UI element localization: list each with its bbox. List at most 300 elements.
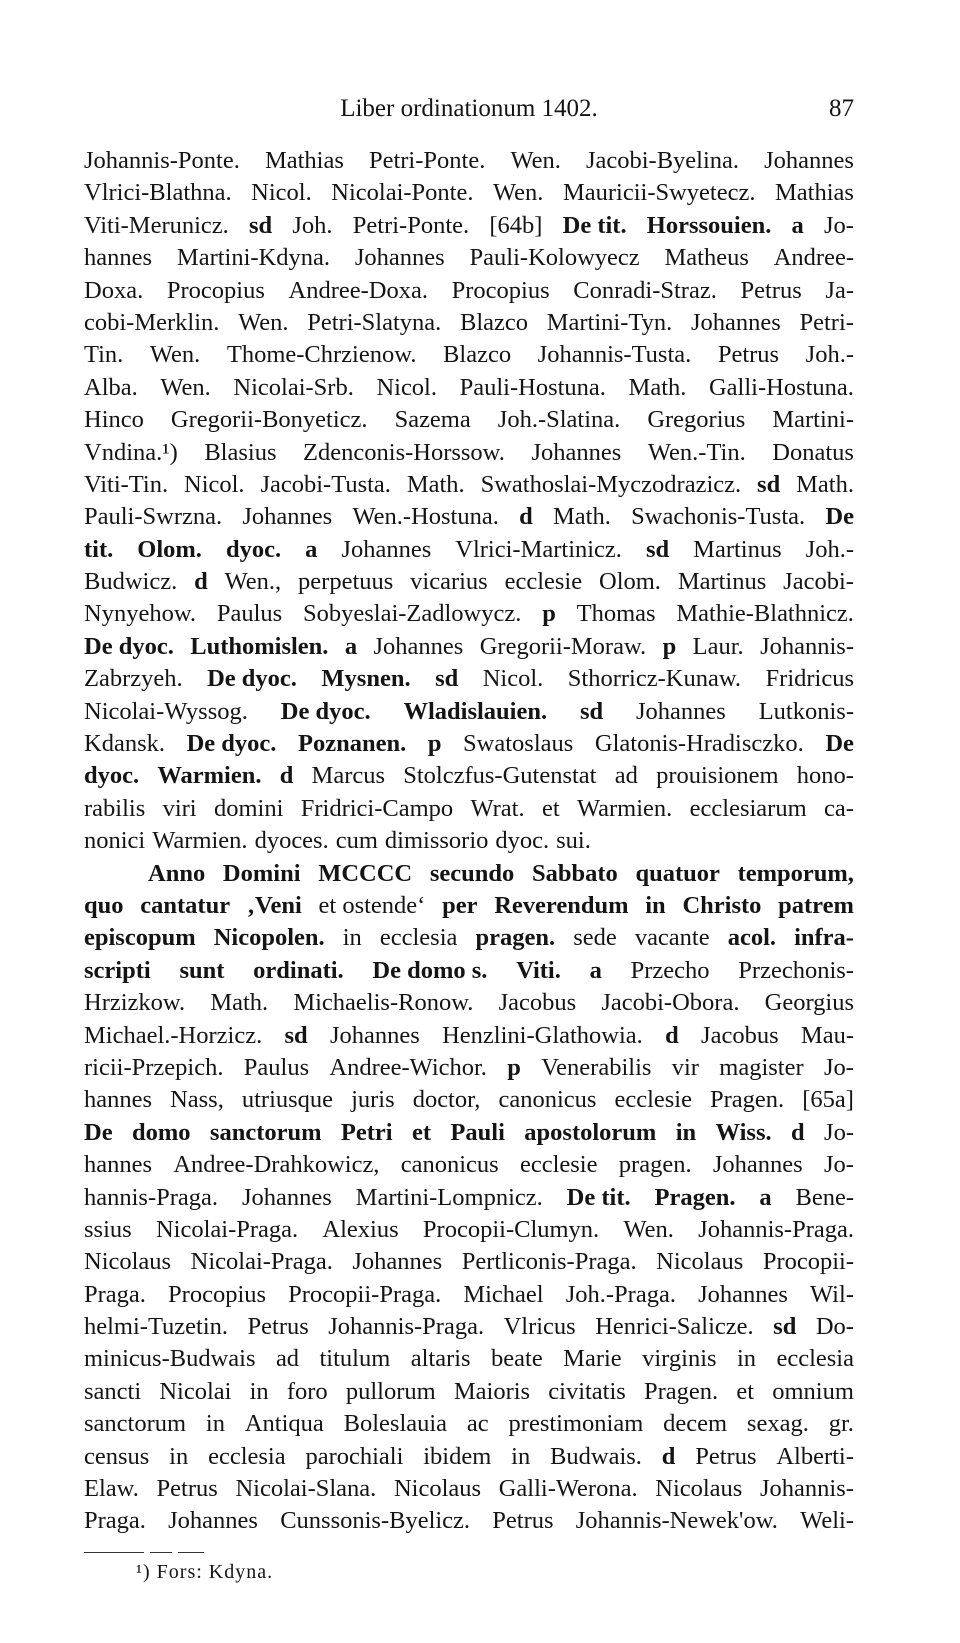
bold-rubric: pragen. <box>475 924 556 952</box>
text-line <box>84 1408 854 1440</box>
word: Nicolaus <box>656 1248 744 1276</box>
bold-rubric: De dyoc. <box>186 730 277 758</box>
word: Wen. <box>160 373 211 401</box>
text-line <box>84 1084 854 1116</box>
page-number: 87 <box>829 95 854 122</box>
word: census <box>84 1442 150 1470</box>
word: Wen. <box>238 308 289 336</box>
word: pragen. <box>618 1151 692 1179</box>
bold-rubric: Horssouien. <box>646 211 772 239</box>
word: viri <box>162 794 197 822</box>
word: Galli-Hostuna. <box>708 373 854 401</box>
bold-rubric: sd <box>757 470 781 498</box>
word: Swatoslaus <box>463 730 574 758</box>
word: Wen.-Tin. <box>647 438 746 466</box>
word: Martini-Tyn. <box>546 308 673 336</box>
text-line <box>84 501 854 533</box>
bold-rubric: Poznanen. <box>298 730 407 758</box>
word: rabilis <box>84 794 146 822</box>
text-line <box>84 469 854 501</box>
text-line <box>84 1117 854 1149</box>
bold-rubric: sd <box>284 1021 308 1049</box>
word: Laur. <box>692 632 744 660</box>
text-line <box>84 858 854 890</box>
word: foro <box>286 1377 328 1405</box>
word: Nicol. <box>251 179 312 207</box>
word: Weli- <box>800 1507 854 1535</box>
word: Joh.-Praga. <box>565 1280 676 1308</box>
word: Nicolaus <box>393 1475 482 1503</box>
text-line <box>84 1343 854 1375</box>
bold-rubric: cantatur <box>140 891 231 919</box>
word: Budwais. <box>550 1442 642 1470</box>
word: Martinus <box>677 568 767 596</box>
word: et ostende‘ <box>318 891 426 919</box>
word: pullorum <box>345 1377 436 1405</box>
word: Mathie-Blathnicz. <box>676 600 854 628</box>
text-line <box>84 534 854 566</box>
word: Michael <box>463 1280 544 1308</box>
word: Jacobi-Tusta. <box>260 470 391 498</box>
word: Petri-Ponte. <box>352 211 470 239</box>
word: Procopius <box>166 276 265 304</box>
word: Procopii- <box>762 1248 854 1276</box>
word: Petrus <box>717 341 780 369</box>
bold-rubric: Sabbato <box>531 859 618 887</box>
word: Nicolai-Slana. <box>235 1475 377 1503</box>
word: Nicol. <box>376 373 437 401</box>
bold-rubric: per <box>442 891 478 919</box>
word: Johannes <box>690 308 781 336</box>
word: Jo- <box>823 1053 854 1081</box>
word: Jo- <box>824 1118 854 1146</box>
word: ibidem <box>423 1442 492 1470</box>
word: ad <box>275 1345 300 1373</box>
word: helmi-Tuzetin. <box>84 1313 229 1341</box>
bold-rubric: De dyoc. <box>207 665 297 693</box>
page <box>84 95 854 1584</box>
word: Joh. <box>292 211 333 239</box>
word: Nicolai-Wyssog. <box>84 697 248 725</box>
bold-rubric: d <box>519 503 533 531</box>
bold-rubric: scripti <box>84 956 151 984</box>
word: Procopii-Clumyn. <box>422 1215 600 1243</box>
word: Martini-Lompnicz. <box>355 1183 543 1211</box>
word: Sthorricz-Kunaw. <box>567 665 742 693</box>
bold-rubric: quatuor <box>635 859 720 887</box>
word: Thomas <box>576 600 656 628</box>
word: Matheus <box>664 244 749 272</box>
word: Marie <box>563 1345 622 1373</box>
word: Jacobi- <box>783 568 854 596</box>
word: hono- <box>796 762 854 790</box>
bold-rubric: Wiss. <box>715 1118 772 1146</box>
text-line <box>84 1441 854 1473</box>
word: Wen. <box>623 1215 674 1243</box>
word: in <box>511 1442 531 1470</box>
word: Sobyeslai-Zadlowycz. <box>302 600 522 628</box>
word: Fridricus <box>765 665 854 693</box>
word: Ja- <box>825 276 854 304</box>
word: Venerabilis <box>541 1053 652 1081</box>
word: Joh.- <box>805 341 854 369</box>
word: Johannes <box>341 535 432 563</box>
word: ecclesie <box>504 568 583 596</box>
word: Wen. <box>149 341 201 369</box>
word: in <box>249 1377 269 1405</box>
word: Warmien. <box>152 827 248 855</box>
word: Nicolai-Praga. <box>155 1215 299 1243</box>
word: Jacobi-Byelina. <box>585 147 740 174</box>
word: in <box>342 924 362 952</box>
word: Blazco <box>443 341 512 369</box>
text-line <box>84 1052 854 1084</box>
text-line <box>84 987 854 1019</box>
bold-rubric: Christo <box>682 891 762 919</box>
word: [64b] <box>489 211 543 239</box>
bold-rubric: De <box>84 1118 113 1146</box>
word: Nass, <box>170 1086 224 1114</box>
bold-rubric: Warmien. <box>157 762 262 790</box>
word: Bene- <box>795 1183 854 1211</box>
word: Martinus <box>693 535 782 563</box>
word: Math. <box>210 989 269 1017</box>
bold-rubric: d <box>194 568 208 596</box>
text-line <box>84 275 854 307</box>
word: Elaw. <box>84 1475 139 1503</box>
word: Math. <box>553 503 611 531</box>
word: Gregorii-Moraw. <box>479 632 647 660</box>
bold-rubric: De dyoc. <box>84 632 174 660</box>
bold-rubric: Olom. <box>137 535 202 563</box>
bold-rubric: a <box>791 211 804 239</box>
word: Nicol. <box>482 665 544 693</box>
word: Donatus <box>772 438 854 466</box>
word: ecclesie <box>614 1086 692 1114</box>
word: Nicolai-Praga. <box>190 1248 333 1276</box>
text-line <box>84 566 854 598</box>
word: canonicus <box>400 1151 499 1179</box>
word: Zabrzyeh. <box>84 665 183 693</box>
word: Praga. <box>84 1280 146 1308</box>
word: hannes <box>84 244 153 272</box>
word: nonici <box>84 827 146 855</box>
bold-rubric: quo <box>84 891 124 919</box>
text-line <box>84 1149 854 1181</box>
bold-rubric: p <box>662 632 677 660</box>
word: Wen. <box>510 147 561 174</box>
word: Warmien. <box>576 794 673 822</box>
bold-rubric: De <box>825 503 854 531</box>
word: Nicol. <box>184 470 245 498</box>
text-line <box>84 1473 854 1505</box>
word: Johannis-Ponte. <box>84 147 240 174</box>
word: Joh.- <box>805 535 854 563</box>
word: Pragen. <box>644 1377 719 1405</box>
bold-rubric: p <box>542 600 556 628</box>
word: dyoc. <box>495 827 550 855</box>
word: sanctorum <box>84 1410 187 1438</box>
text-line <box>84 210 854 242</box>
footnote: ¹) Fors: Kdyna. <box>136 1560 274 1583</box>
running-header <box>84 95 854 135</box>
word: perpetuus <box>298 568 394 596</box>
text-line <box>84 404 854 436</box>
bold-rubric: De <box>825 730 854 758</box>
word: Zdenconis-Horssow. <box>303 438 505 466</box>
word: Johannes <box>531 438 622 466</box>
bold-rubric: De domo s. <box>372 956 488 984</box>
word: prestimoniam <box>508 1410 644 1438</box>
word: domini <box>213 794 284 822</box>
word: hannes <box>84 1086 153 1114</box>
word: Nicolai-Srb. <box>233 373 354 401</box>
word: Johannes <box>242 503 333 531</box>
text-line <box>84 1214 854 1246</box>
word: hannes <box>84 1151 153 1179</box>
bold-rubric: infra- <box>794 924 854 952</box>
bold-rubric: d <box>665 1021 679 1049</box>
text-line <box>84 1182 854 1214</box>
word: Math. <box>406 470 465 498</box>
word: Galli-Werona. <box>498 1475 638 1503</box>
text-line <box>84 1020 854 1052</box>
word: Johannes <box>241 1183 332 1211</box>
word: Thome-Chrzienow. <box>226 341 417 369</box>
word: Vlricus <box>503 1313 576 1341</box>
page-body-text <box>84 145 854 1538</box>
bold-rubric: Anno <box>148 859 206 887</box>
word: Sazema <box>394 406 471 434</box>
bold-rubric: sd <box>645 535 670 563</box>
word: doctor, <box>412 1086 481 1114</box>
text-line <box>84 1246 854 1278</box>
word: Viti-Merunicz. <box>84 211 229 239</box>
word: sexag. <box>746 1410 809 1438</box>
word: Johannes <box>636 697 726 725</box>
text-line <box>84 339 854 371</box>
word: ecclesiarum <box>689 794 807 822</box>
bold-rubric: Luthomislen. <box>190 632 329 660</box>
word: sede <box>573 924 617 952</box>
word: dyoces. <box>254 827 329 855</box>
text-line <box>84 242 854 274</box>
text-line <box>84 631 854 663</box>
word: Conradi-Straz. <box>573 276 717 304</box>
bold-rubric: De dyoc. <box>280 697 371 725</box>
bold-rubric: a <box>344 632 358 660</box>
word: Doxa. <box>84 276 144 304</box>
bold-rubric: et <box>411 1118 432 1146</box>
word: Alberti- <box>776 1442 854 1470</box>
word: [65a] <box>802 1086 854 1114</box>
word: Nynyehow. <box>84 600 197 628</box>
text-line <box>84 372 854 404</box>
word: Paulus <box>216 600 283 628</box>
word: Przechonis- <box>738 956 854 984</box>
word: prouisionem <box>656 762 779 790</box>
word: sui. <box>556 827 591 855</box>
bold-rubric: dyoc. <box>84 762 140 790</box>
word: ecclesia <box>379 924 458 952</box>
word: Johannes <box>373 632 464 660</box>
word: parochiali <box>305 1442 404 1470</box>
word: dimissorio <box>384 827 489 855</box>
word: hannis-Praga. <box>84 1183 219 1211</box>
text-line <box>84 598 854 630</box>
word: Andree- <box>773 244 854 272</box>
word: Gregorii-Bonyeticz. <box>170 406 368 434</box>
bold-rubric: temporum, <box>737 859 854 887</box>
word: Alexius <box>322 1215 399 1243</box>
bold-rubric: Pauli <box>450 1118 505 1146</box>
word: civitatis <box>548 1377 626 1405</box>
word: Boleslauia <box>343 1410 448 1438</box>
word: Johannes <box>354 244 445 272</box>
text-line <box>84 760 854 792</box>
bold-rubric: ordinati. <box>253 956 344 984</box>
word: Cunssonis-Byelicz. <box>280 1507 471 1535</box>
bold-rubric: sunt <box>179 956 225 984</box>
word: Kdansk. <box>84 730 165 758</box>
word: et <box>541 794 560 822</box>
word: Jacobi-Obora. <box>601 989 740 1017</box>
word: ecclesie <box>519 1151 598 1179</box>
word: Lutkonis- <box>758 697 854 725</box>
word: Viti-Tin. <box>84 470 169 498</box>
word: Petrus <box>695 1442 757 1470</box>
word: Nicolai-Ponte. <box>331 179 474 207</box>
word: Nicolaus <box>84 1248 172 1276</box>
word: Nicolai <box>159 1377 232 1405</box>
word: Johannis-Praga. <box>328 1313 485 1341</box>
bold-rubric: MCCCC <box>318 859 413 887</box>
word: Michaelis-Ronow. <box>293 989 474 1017</box>
word: Pauli-Kolowyecz <box>469 244 640 272</box>
word: Johannis-Tusta. <box>537 341 692 369</box>
text-line <box>84 1311 854 1343</box>
word: et <box>736 1377 755 1405</box>
word: canonicus <box>498 1086 597 1114</box>
word: Antiqua <box>244 1410 324 1438</box>
text-line <box>84 307 854 339</box>
bold-rubric: dyoc. <box>225 535 282 563</box>
word: Johannes <box>352 1248 443 1276</box>
word: Andree-Doxa. <box>288 276 428 304</box>
word: Wen., <box>224 568 282 596</box>
word: Johannes <box>712 1151 803 1179</box>
word: Johannes <box>168 1507 258 1535</box>
word: cum <box>335 827 378 855</box>
word: Petrus <box>247 1313 309 1341</box>
word: Martini-Kdyna. <box>176 244 330 272</box>
word: altaris <box>410 1345 471 1373</box>
word: Praga. <box>84 1507 146 1535</box>
bold-rubric: ‚Veni <box>246 891 302 919</box>
word: ad <box>614 762 638 790</box>
bold-rubric: in <box>645 891 666 919</box>
word: vir <box>671 1053 699 1081</box>
word: virginis <box>642 1345 717 1373</box>
word: Mauricii-Swyetecz. <box>562 179 756 207</box>
word: vacante <box>634 924 710 952</box>
word: Jo- <box>823 1151 854 1179</box>
word: Przecho <box>630 956 710 984</box>
word: Budwicz. <box>84 568 178 596</box>
word: Johannis-Praga. <box>698 1215 854 1243</box>
bold-rubric: sanctorum <box>209 1118 322 1146</box>
bold-rubric: Wladislauien. <box>403 697 548 725</box>
word: Jacobus <box>498 989 577 1017</box>
word: Procopius <box>168 1280 267 1308</box>
word: Joh.-Slatina. <box>497 406 621 434</box>
text-line <box>84 728 854 760</box>
word: Vndina.¹) <box>84 438 178 466</box>
word: Mathias <box>264 147 344 174</box>
word: Swachonis-Tusta. <box>631 503 806 531</box>
bold-rubric: d <box>791 1118 805 1146</box>
word: Pauli-Hostuna. <box>459 373 606 401</box>
word: Paulus <box>243 1053 310 1081</box>
word: gr. <box>828 1410 854 1438</box>
word: ecclesia <box>208 1442 286 1470</box>
word: cobi-Merklin. <box>84 308 220 336</box>
word: Mathias <box>775 179 854 207</box>
word: Blazco <box>459 308 529 336</box>
word: in <box>205 1410 225 1438</box>
word: Mau- <box>800 1021 854 1049</box>
bold-rubric: patrem <box>778 891 854 919</box>
bold-rubric: De tit. <box>562 211 627 239</box>
bold-rubric: Reverendum <box>494 891 629 919</box>
word: Procopius <box>451 276 550 304</box>
word: sancti <box>84 1377 142 1405</box>
text-line <box>84 696 854 728</box>
word: Martini- <box>772 406 854 434</box>
word: Wen.-Hostuna. <box>352 503 499 531</box>
word: Wen. <box>493 179 544 207</box>
word: ricii-Przepich. <box>84 1053 224 1081</box>
bold-rubric: tit. <box>84 535 114 563</box>
text-line <box>84 890 854 922</box>
word: Do- <box>815 1313 854 1341</box>
bold-rubric: Mysnen. <box>321 665 411 693</box>
word: Michael.-Horzicz. <box>84 1021 263 1049</box>
word: Alba. <box>84 373 138 401</box>
word: in <box>169 1442 189 1470</box>
word: Jacobus <box>701 1021 779 1049</box>
text-line <box>84 922 854 954</box>
footnote-separator <box>84 1552 854 1553</box>
bold-rubric: p <box>507 1053 521 1081</box>
word: Nicolaus <box>655 1475 743 1503</box>
word: ecclesia <box>776 1345 854 1373</box>
word: Tin. <box>84 341 124 369</box>
word: ac <box>466 1410 489 1438</box>
text-line <box>84 793 854 825</box>
word: Henzlini-Glathowia. <box>442 1021 643 1049</box>
bold-rubric: a <box>305 535 318 563</box>
word: Petrus <box>492 1507 554 1535</box>
text-line <box>84 825 854 857</box>
word: Maioris <box>453 1377 531 1405</box>
word: Vlrici-Blathna. <box>84 179 232 207</box>
word: Blasius <box>204 438 277 466</box>
text-line <box>84 1376 854 1408</box>
word: magister <box>719 1053 804 1081</box>
word: in <box>736 1345 757 1373</box>
word: Pauli-Swrzna. <box>84 503 223 531</box>
